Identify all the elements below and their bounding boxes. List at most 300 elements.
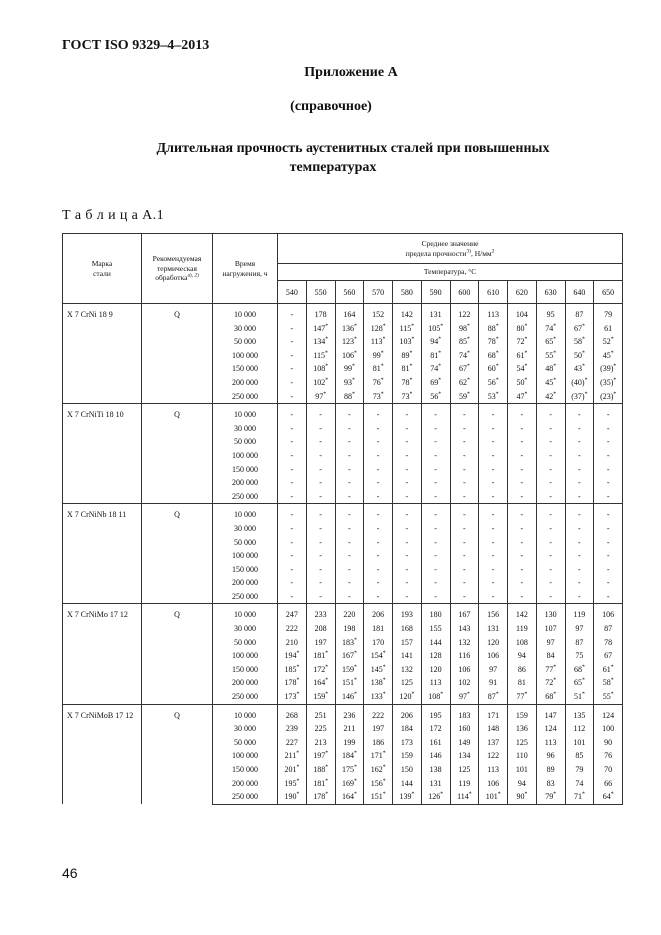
strength-value: 142 bbox=[508, 604, 537, 622]
strength-value: 120* bbox=[393, 690, 422, 704]
strength-value: - bbox=[450, 563, 479, 577]
temperature-column-header: 610 bbox=[479, 281, 508, 304]
strength-value: 119 bbox=[565, 604, 594, 622]
footnote-mark: * bbox=[495, 390, 499, 397]
heat-treatment: Q bbox=[142, 404, 213, 504]
grade-header-line: Марка bbox=[91, 259, 113, 268]
strength-value: 47* bbox=[508, 390, 537, 404]
strength-value: 56* bbox=[479, 376, 508, 390]
footnote-mark: * bbox=[382, 322, 386, 329]
strength-value: - bbox=[278, 435, 307, 449]
strength-value: - bbox=[450, 504, 479, 522]
temperature-column-header: 630 bbox=[536, 281, 565, 304]
footnote-mark: * bbox=[438, 350, 442, 357]
strength-value: 113* bbox=[364, 335, 393, 349]
strength-value: - bbox=[393, 563, 422, 577]
section-heading-line-2: температурах bbox=[289, 160, 377, 175]
strength-value: 61* bbox=[508, 349, 537, 363]
strength-value: 178 bbox=[306, 304, 335, 322]
strength-value: - bbox=[479, 476, 508, 490]
strength-value: 97 bbox=[565, 622, 594, 636]
strength-value: - bbox=[364, 476, 393, 490]
strength-value: - bbox=[421, 563, 450, 577]
strength-value: 135 bbox=[565, 704, 594, 722]
section-heading-line-1: Длительная прочность аустенитных сталей при повышенных bbox=[156, 141, 550, 156]
strength-value: - bbox=[278, 335, 307, 349]
footnote-mark: * bbox=[380, 363, 384, 370]
strength-value: - bbox=[594, 536, 623, 550]
strength-value: 51* bbox=[565, 690, 594, 704]
strength-header-line: Среднее значение bbox=[421, 239, 479, 248]
strength-value: 88* bbox=[335, 390, 364, 404]
loading-time: 100 000 bbox=[213, 549, 278, 563]
strength-value: - bbox=[565, 422, 594, 436]
strength-value: 77* bbox=[536, 663, 565, 677]
strength-value: 69* bbox=[421, 376, 450, 390]
loading-time: 250 000 bbox=[213, 590, 278, 604]
strength-value: 72* bbox=[508, 335, 537, 349]
strength-value: - bbox=[536, 536, 565, 550]
loading-time: 30 000 bbox=[213, 622, 278, 636]
strength-value: - bbox=[536, 422, 565, 436]
loading-time: 100 000 bbox=[213, 749, 278, 763]
strength-value: 159* bbox=[306, 690, 335, 704]
strength-value: 122 bbox=[450, 304, 479, 322]
loading-time: 10 000 bbox=[213, 304, 278, 322]
strength-value: - bbox=[393, 536, 422, 550]
footnote-mark: * bbox=[351, 377, 355, 384]
strength-value: 164* bbox=[335, 790, 364, 804]
strength-value: 184 bbox=[393, 722, 422, 736]
strength-value: - bbox=[450, 536, 479, 550]
steel-grade: X 7 CrNiNb 18 11 bbox=[63, 504, 142, 604]
strength-value: 194* bbox=[278, 649, 307, 663]
footnote-mark: * bbox=[610, 664, 614, 671]
strength-value: - bbox=[278, 322, 307, 336]
strength-value: 146 bbox=[421, 749, 450, 763]
strength-value: 91 bbox=[479, 676, 508, 690]
loading-time: 200 000 bbox=[213, 676, 278, 690]
footnote-mark: * bbox=[524, 791, 528, 798]
strength-value: 123* bbox=[335, 335, 364, 349]
strength-value: 144 bbox=[421, 636, 450, 650]
strength-value: 125 bbox=[393, 676, 422, 690]
strength-value: - bbox=[450, 549, 479, 563]
strength-value: - bbox=[450, 490, 479, 504]
strength-value: 68* bbox=[536, 690, 565, 704]
footnote-mark: * bbox=[440, 322, 444, 329]
strength-value: 137 bbox=[479, 736, 508, 750]
strength-value: - bbox=[364, 422, 393, 436]
strength-value: 156 bbox=[479, 604, 508, 622]
strength-value: 108* bbox=[306, 362, 335, 376]
strength-value: - bbox=[278, 376, 307, 390]
strength-value: 185* bbox=[278, 663, 307, 677]
footnote-mark: * bbox=[382, 791, 386, 798]
strength-value: - bbox=[306, 590, 335, 604]
footnote-mark: * bbox=[438, 390, 442, 397]
strength-value: 62* bbox=[450, 376, 479, 390]
footnote-mark: * bbox=[553, 677, 557, 684]
strength-table bbox=[62, 233, 623, 805]
footnote-mark: * bbox=[581, 363, 585, 370]
strength-value: 73* bbox=[393, 390, 422, 404]
strength-value: - bbox=[479, 463, 508, 477]
strength-value: 152 bbox=[364, 304, 393, 322]
footnote-mark: * bbox=[553, 322, 557, 329]
footnote-mark: * bbox=[353, 750, 357, 757]
strength-value: 68* bbox=[479, 349, 508, 363]
strength-value: 154* bbox=[364, 649, 393, 663]
strength-value: 136* bbox=[335, 322, 364, 336]
strength-value: 94* bbox=[421, 335, 450, 349]
footnote-mark: * bbox=[495, 322, 499, 329]
strength-value: - bbox=[278, 522, 307, 536]
strength-value: 132 bbox=[393, 663, 422, 677]
footnote-mark: * bbox=[524, 363, 528, 370]
strength-value: 101 bbox=[508, 763, 537, 777]
strength-value: 58* bbox=[565, 335, 594, 349]
strength-value: - bbox=[508, 435, 537, 449]
strength-header bbox=[278, 234, 623, 264]
strength-value: 84 bbox=[536, 649, 565, 663]
strength-value: - bbox=[508, 590, 537, 604]
strength-value: - bbox=[306, 522, 335, 536]
treatment-header-line: Рекомендуемая bbox=[152, 254, 202, 264]
footnote-mark: * bbox=[380, 350, 384, 357]
strength-value: 147 bbox=[536, 704, 565, 722]
strength-value: - bbox=[393, 522, 422, 536]
strength-value: 83 bbox=[536, 777, 565, 791]
strength-value: - bbox=[594, 449, 623, 463]
strength-value: - bbox=[364, 549, 393, 563]
strength-value: 97 bbox=[536, 636, 565, 650]
page-number: 46 bbox=[62, 865, 78, 881]
strength-value: 134* bbox=[306, 335, 335, 349]
strength-value: 65* bbox=[536, 335, 565, 349]
loading-time: 100 000 bbox=[213, 349, 278, 363]
loading-time: 150 000 bbox=[213, 663, 278, 677]
standard-designation: ГОСТ ISO 9329–4–2013 bbox=[62, 38, 210, 53]
strength-value: - bbox=[536, 590, 565, 604]
footnote-mark: * bbox=[581, 336, 585, 343]
strength-value: 186 bbox=[364, 736, 393, 750]
strength-value: 120 bbox=[479, 636, 508, 650]
strength-value: 122 bbox=[479, 749, 508, 763]
footnote-mark: * bbox=[440, 691, 444, 698]
loading-time: 150 000 bbox=[213, 362, 278, 376]
strength-value: 107 bbox=[536, 622, 565, 636]
strength-value: 64* bbox=[594, 790, 623, 804]
loading-time: 30 000 bbox=[213, 322, 278, 336]
table-body bbox=[63, 304, 623, 805]
strength-value: 134 bbox=[450, 749, 479, 763]
strength-value: 171* bbox=[364, 749, 393, 763]
steel-grade: X 7 CrNiMo 17 12 bbox=[63, 604, 142, 704]
strength-value: - bbox=[421, 404, 450, 422]
strength-value: 199 bbox=[335, 736, 364, 750]
footnote-mark: * bbox=[610, 691, 614, 698]
temperature-column-header: 640 bbox=[565, 281, 594, 304]
loading-time: 50 000 bbox=[213, 335, 278, 349]
footnote-mark: * bbox=[325, 650, 329, 657]
strength-value: - bbox=[536, 435, 565, 449]
strength-value: - bbox=[508, 536, 537, 550]
strength-value: - bbox=[479, 536, 508, 550]
strength-value: 70 bbox=[594, 763, 623, 777]
strength-value: - bbox=[421, 490, 450, 504]
strength-value: - bbox=[306, 404, 335, 422]
strength-value: 147* bbox=[306, 322, 335, 336]
strength-value: 131 bbox=[479, 622, 508, 636]
grade-header bbox=[63, 234, 142, 304]
strength-value: 113 bbox=[479, 763, 508, 777]
strength-value: - bbox=[508, 522, 537, 536]
strength-value: 180 bbox=[421, 604, 450, 622]
strength-value: 60* bbox=[479, 362, 508, 376]
footnote-mark: * bbox=[466, 350, 470, 357]
footnote-mark: * bbox=[325, 350, 328, 357]
footnote-mark: * bbox=[353, 637, 357, 643]
footnote-mark: * bbox=[353, 650, 357, 657]
footnote-mark: * bbox=[440, 791, 444, 798]
strength-value: 161 bbox=[421, 736, 450, 750]
footnote-mark: * bbox=[468, 791, 472, 798]
strength-value: - bbox=[393, 476, 422, 490]
footnote-mark: * bbox=[581, 691, 585, 698]
footnote-mark: * bbox=[610, 336, 614, 343]
strength-value: 52* bbox=[594, 335, 623, 349]
strength-value: 87* bbox=[479, 690, 508, 704]
strength-value: - bbox=[364, 463, 393, 477]
strength-value: - bbox=[594, 435, 623, 449]
strength-value: 113 bbox=[479, 304, 508, 322]
strength-value: - bbox=[565, 435, 594, 449]
loading-time: 50 000 bbox=[213, 435, 278, 449]
strength-value: - bbox=[364, 504, 393, 522]
strength-value: 74* bbox=[450, 349, 479, 363]
strength-value: 149 bbox=[450, 736, 479, 750]
strength-value: - bbox=[335, 463, 364, 477]
strength-value: 197 bbox=[306, 636, 335, 650]
footnote-mark: * bbox=[325, 322, 329, 329]
footnote-mark: * bbox=[325, 677, 329, 684]
strength-value: 78* bbox=[393, 376, 422, 390]
strength-value: 251 bbox=[306, 704, 335, 722]
footnote-mark: * bbox=[438, 336, 442, 343]
strength-value: 67 bbox=[594, 649, 623, 663]
strength-value: 77* bbox=[508, 690, 537, 704]
strength-value: - bbox=[364, 522, 393, 536]
strength-value: - bbox=[565, 563, 594, 577]
strength-value: 155 bbox=[421, 622, 450, 636]
treatment-header-word: обработка bbox=[155, 273, 188, 283]
strength-value: - bbox=[479, 449, 508, 463]
strength-value: 104 bbox=[508, 304, 537, 322]
strength-value: 98* bbox=[450, 322, 479, 336]
strength-value: 90 bbox=[594, 736, 623, 750]
strength-value: 74 bbox=[565, 777, 594, 791]
strength-value: 86 bbox=[508, 663, 537, 677]
strength-value: 45* bbox=[536, 376, 565, 390]
strength-value: 211 bbox=[335, 722, 364, 736]
footnote-mark: * bbox=[524, 390, 528, 397]
strength-value: 42* bbox=[536, 390, 565, 404]
footnote-mark: * bbox=[584, 390, 588, 397]
strength-value: - bbox=[306, 549, 335, 563]
strength-value: - bbox=[335, 563, 364, 577]
strength-value: 99* bbox=[335, 362, 364, 376]
footnote-mark: * bbox=[325, 336, 329, 343]
footnote-mark: * bbox=[382, 691, 386, 698]
strength-value: 159 bbox=[393, 749, 422, 763]
strength-value: - bbox=[335, 504, 364, 522]
strength-value: 81* bbox=[364, 362, 393, 376]
footnote-mark: * bbox=[584, 377, 588, 384]
strength-value: 78* bbox=[479, 335, 508, 349]
footnote-mark: * bbox=[296, 750, 300, 757]
strength-value: - bbox=[278, 549, 307, 563]
strength-value: - bbox=[508, 404, 537, 422]
strength-value: - bbox=[335, 476, 364, 490]
strength-value: 102 bbox=[450, 676, 479, 690]
strength-value: 106 bbox=[479, 777, 508, 791]
strength-value: 115* bbox=[393, 322, 422, 336]
strength-value: 87 bbox=[594, 622, 623, 636]
strength-value: 101* bbox=[479, 790, 508, 804]
strength-value: 53* bbox=[479, 390, 508, 404]
table-caption: Т а б л и ц а А.1 bbox=[62, 208, 164, 223]
strength-value: - bbox=[508, 576, 537, 590]
strength-value: - bbox=[508, 563, 537, 577]
footnote-mark: * bbox=[325, 363, 329, 370]
table-row bbox=[63, 704, 623, 722]
strength-value: - bbox=[306, 504, 335, 522]
strength-value: 164 bbox=[335, 304, 364, 322]
footnote-mark: * bbox=[296, 777, 300, 784]
heat-treatment: Q bbox=[142, 504, 213, 604]
strength-value: - bbox=[594, 490, 623, 504]
strength-value: - bbox=[393, 490, 422, 504]
strength-value: - bbox=[278, 576, 307, 590]
footnote-mark: * bbox=[495, 377, 499, 384]
footnote-mark: * bbox=[353, 791, 357, 798]
strength-value: - bbox=[450, 476, 479, 490]
strength-value: - bbox=[335, 449, 364, 463]
heat-treatment: Q bbox=[142, 304, 213, 404]
strength-value: 106 bbox=[479, 649, 508, 663]
strength-header-line bbox=[278, 249, 622, 259]
footnote-mark: 3) bbox=[466, 248, 471, 254]
strength-value: 116 bbox=[450, 649, 479, 663]
temperature-column-header: 600 bbox=[450, 281, 479, 304]
strength-value: - bbox=[421, 449, 450, 463]
strength-value: - bbox=[335, 404, 364, 422]
strength-value: - bbox=[306, 476, 335, 490]
strength-value: 175* bbox=[335, 763, 364, 777]
strength-value: - bbox=[508, 476, 537, 490]
footnote-mark: * bbox=[524, 350, 528, 357]
loading-time: 100 000 bbox=[213, 649, 278, 663]
footnote-mark: * bbox=[497, 791, 501, 798]
strength-value: - bbox=[335, 549, 364, 563]
strength-value: 157 bbox=[393, 636, 422, 650]
strength-value: 50* bbox=[565, 349, 594, 363]
strength-value: - bbox=[479, 576, 508, 590]
footnote-mark: * bbox=[610, 791, 614, 798]
footnote-mark: * bbox=[325, 750, 329, 757]
strength-value: - bbox=[335, 435, 364, 449]
footnote-mark: * bbox=[353, 691, 357, 698]
strength-value: - bbox=[364, 435, 393, 449]
strength-value: 193 bbox=[393, 604, 422, 622]
heat-treatment: Q bbox=[142, 604, 213, 704]
strength-value: 222 bbox=[364, 704, 393, 722]
footnote-mark: * bbox=[581, 350, 585, 357]
strength-value: - bbox=[393, 449, 422, 463]
footnote-mark: * bbox=[296, 691, 300, 698]
strength-value: 139* bbox=[393, 790, 422, 804]
footnote-mark: * bbox=[353, 336, 357, 343]
loading-time: 150 000 bbox=[213, 563, 278, 577]
footnote-mark: * bbox=[553, 691, 557, 698]
strength-value: - bbox=[421, 463, 450, 477]
strength-value: 167 bbox=[450, 604, 479, 622]
strength-value: 76* bbox=[364, 376, 393, 390]
strength-value: 106 bbox=[450, 663, 479, 677]
footnote-mark: * bbox=[323, 390, 327, 397]
loading-time: 250 000 bbox=[213, 790, 278, 804]
loading-time: 100 000 bbox=[213, 449, 278, 463]
strength-value: - bbox=[364, 490, 393, 504]
strength-value: - bbox=[594, 504, 623, 522]
strength-value: - bbox=[536, 449, 565, 463]
strength-value: 61* bbox=[594, 663, 623, 677]
strength-value: 143 bbox=[450, 622, 479, 636]
footnote-mark: * bbox=[409, 350, 413, 357]
strength-value: - bbox=[450, 590, 479, 604]
strength-value: 56* bbox=[421, 390, 450, 404]
footnote-mark: * bbox=[581, 664, 585, 671]
loading-time: 10 000 bbox=[213, 704, 278, 722]
strength-value: - bbox=[335, 576, 364, 590]
strength-value: 178* bbox=[306, 790, 335, 804]
strength-value: - bbox=[393, 463, 422, 477]
strength-value: (23)* bbox=[594, 390, 623, 404]
strength-value: - bbox=[565, 549, 594, 563]
heat-treatment: Q bbox=[142, 704, 213, 804]
strength-value: - bbox=[479, 522, 508, 536]
strength-value: 114* bbox=[450, 790, 479, 804]
loading-time: 250 000 bbox=[213, 490, 278, 504]
footnote-mark: * bbox=[495, 350, 499, 357]
strength-value: 48* bbox=[536, 362, 565, 376]
strength-value: - bbox=[278, 449, 307, 463]
temperature-column-header: 590 bbox=[421, 281, 450, 304]
steel-grade: X 7 CrNiTi 18 10 bbox=[63, 404, 142, 504]
strength-value: 99* bbox=[364, 349, 393, 363]
strength-value: - bbox=[306, 422, 335, 436]
temperature-column-header: 570 bbox=[364, 281, 393, 304]
loading-time: 250 000 bbox=[213, 390, 278, 404]
footnote-mark: * bbox=[524, 336, 528, 343]
strength-value: 79 bbox=[565, 763, 594, 777]
strength-value: - bbox=[364, 576, 393, 590]
strength-value: 206 bbox=[393, 704, 422, 722]
strength-value: - bbox=[335, 536, 364, 550]
strength-value: 195* bbox=[278, 777, 307, 791]
strength-value: (35)* bbox=[594, 376, 623, 390]
